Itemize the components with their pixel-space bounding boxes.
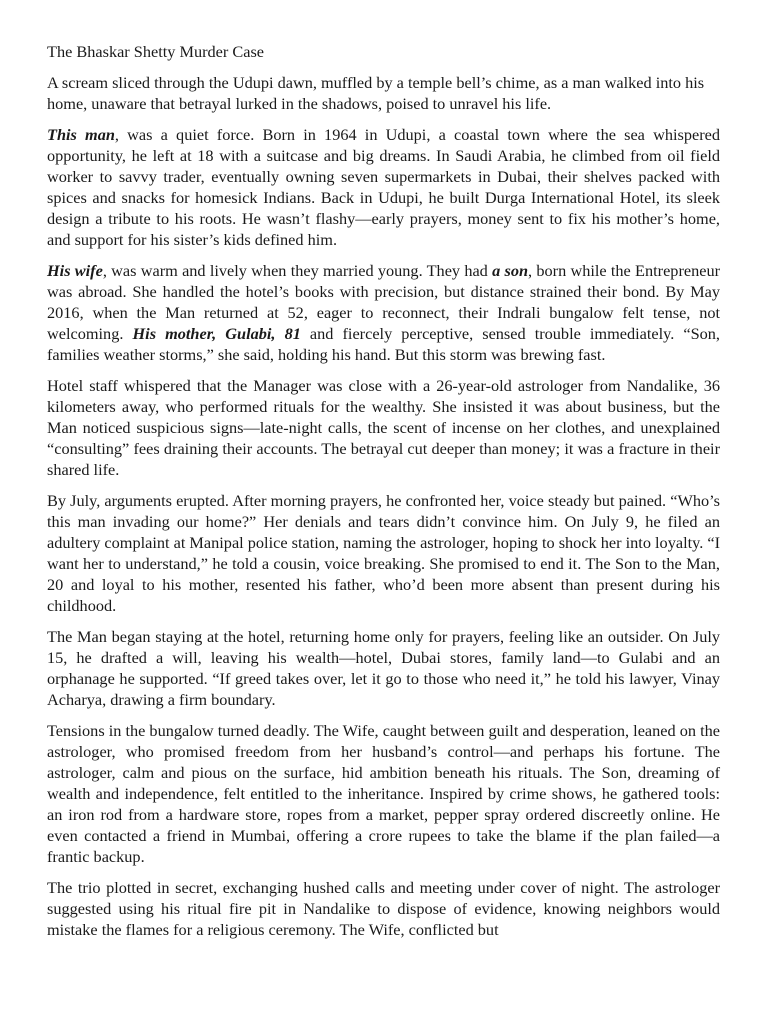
emphasis-a-son: a son (492, 261, 529, 280)
emphasis-his-wife: His wife (47, 261, 103, 280)
paragraph-will: The Man began staying at the hotel, returning home only for prayers, feeling like an outsider. On July 15, he drafted a will, leaving his wealth—hotel, Dubai stores, family land—to Gulabi and an orphanage he supported. “If greed takes over, let it go to those who need it,” he told his lawyer, Vinay Acharya, drawing a firm boundary. (47, 627, 720, 709)
emphasis-his-mother: His mother, Gulabi, 81 (132, 324, 301, 343)
paragraph-opening: A scream sliced through the Udupi dawn, muffled by a temple bell’s chime, as a man walked into his home, unaware that betrayal lurked in the shadows, poised to unravel his life. (47, 73, 705, 113)
emphasis-this-man: This man (47, 125, 115, 144)
paragraph-his-wife (47, 260, 720, 365)
paragraph-hotel-staff: Hotel staff whispered that the Manager was close with a 26-year-old astrologer from Nandalike, 36 kilometers away, who performed rituals for the wealthy. She insisted it was about business, but the Man noticed suspicious signs—late-night calls, the scent of incense on her clothes, and unexplained “consulting” fees draining their accounts. The betrayal cut deeper than money; it was a fracture in their shared life. (47, 376, 720, 479)
document-title: The Bhaskar Shetty Murder Case (47, 42, 265, 61)
paragraph-tensions: Tensions in the bungalow turned deadly. The Wife, caught between guilt and desperation, leaned on the astrologer, who promised freedom from her husband’s control—and perhaps his fortune. The astrologer, calm and pious on the surface, hid ambition beneath his rituals. The Son, dreaming of wealth and independence, felt entitled to the inheritance. Inspired by crime shows, he gathered tools: an iron rod from a hardware store, ropes from a market, pepper spray ordered discreetly online. He even contacted a friend in Mumbai, offering a crore rupees to take the blame if the plan failed—a frantic backup. (47, 721, 720, 866)
paragraph-trio: The trio plotted in secret, exchanging hushed calls and meeting under cover of night. The astrologer suggested using his ritual fire pit in Nandalike to dispose of evidence, knowing neighbors would mistake the flames for a religious ceremony. The Wife, conflicted but (47, 878, 720, 939)
paragraph-text: , born while the Entrepreneur was abroad. She handled the hotel’s books with precision, but distance strained their bond. By May 2016, when the Man returned at 52, eager to reconnect, their Indrali bungalow felt tense, not welcoming. (47, 261, 721, 343)
document-page (47, 41, 720, 950)
paragraph-this-man (47, 124, 720, 250)
paragraph-text: , was warm and lively when they married young. They had (102, 261, 493, 280)
paragraph-arguments: By July, arguments erupted. After morning prayers, he confronted her, voice steady but pained. “Who’s this man invading our home?” Her denials and tears didn’t convince him. On July 9, he filed an adultery complaint at Manipal police station, naming the astrologer, hoping to shock her into loyalty. “I want her to understand,” he told a cousin, voice breaking. She promised to end it. The Son to the Man, 20 and loyal to his mother, resented his father, who’d been more absent than present during his childhood. (47, 491, 720, 615)
paragraph-text: , was a quiet force. Born in 1964 in Udupi, a coastal town where the sea whispered opportunity, he left at 18 with a suitcase and big dreams. In Saudi Arabia, he climbed from oil field worker to savvy trader, eventually owning seven supermarkets in Dubai, their shelves packed with spices and snacks for homesick Indians. Back in Udupi, he built Durga International Hotel, its sleek design a tribute to his roots. He wasn’t flashy—early prayers, money sent to fix his mother’s home, and support for his sister’s kids defined him. (47, 125, 721, 249)
paragraph-text: and fiercely perceptive, sensed trouble immediately. “Son, families weather storms,” she said, holding his hand. But this storm was brewing fast. (47, 324, 720, 364)
